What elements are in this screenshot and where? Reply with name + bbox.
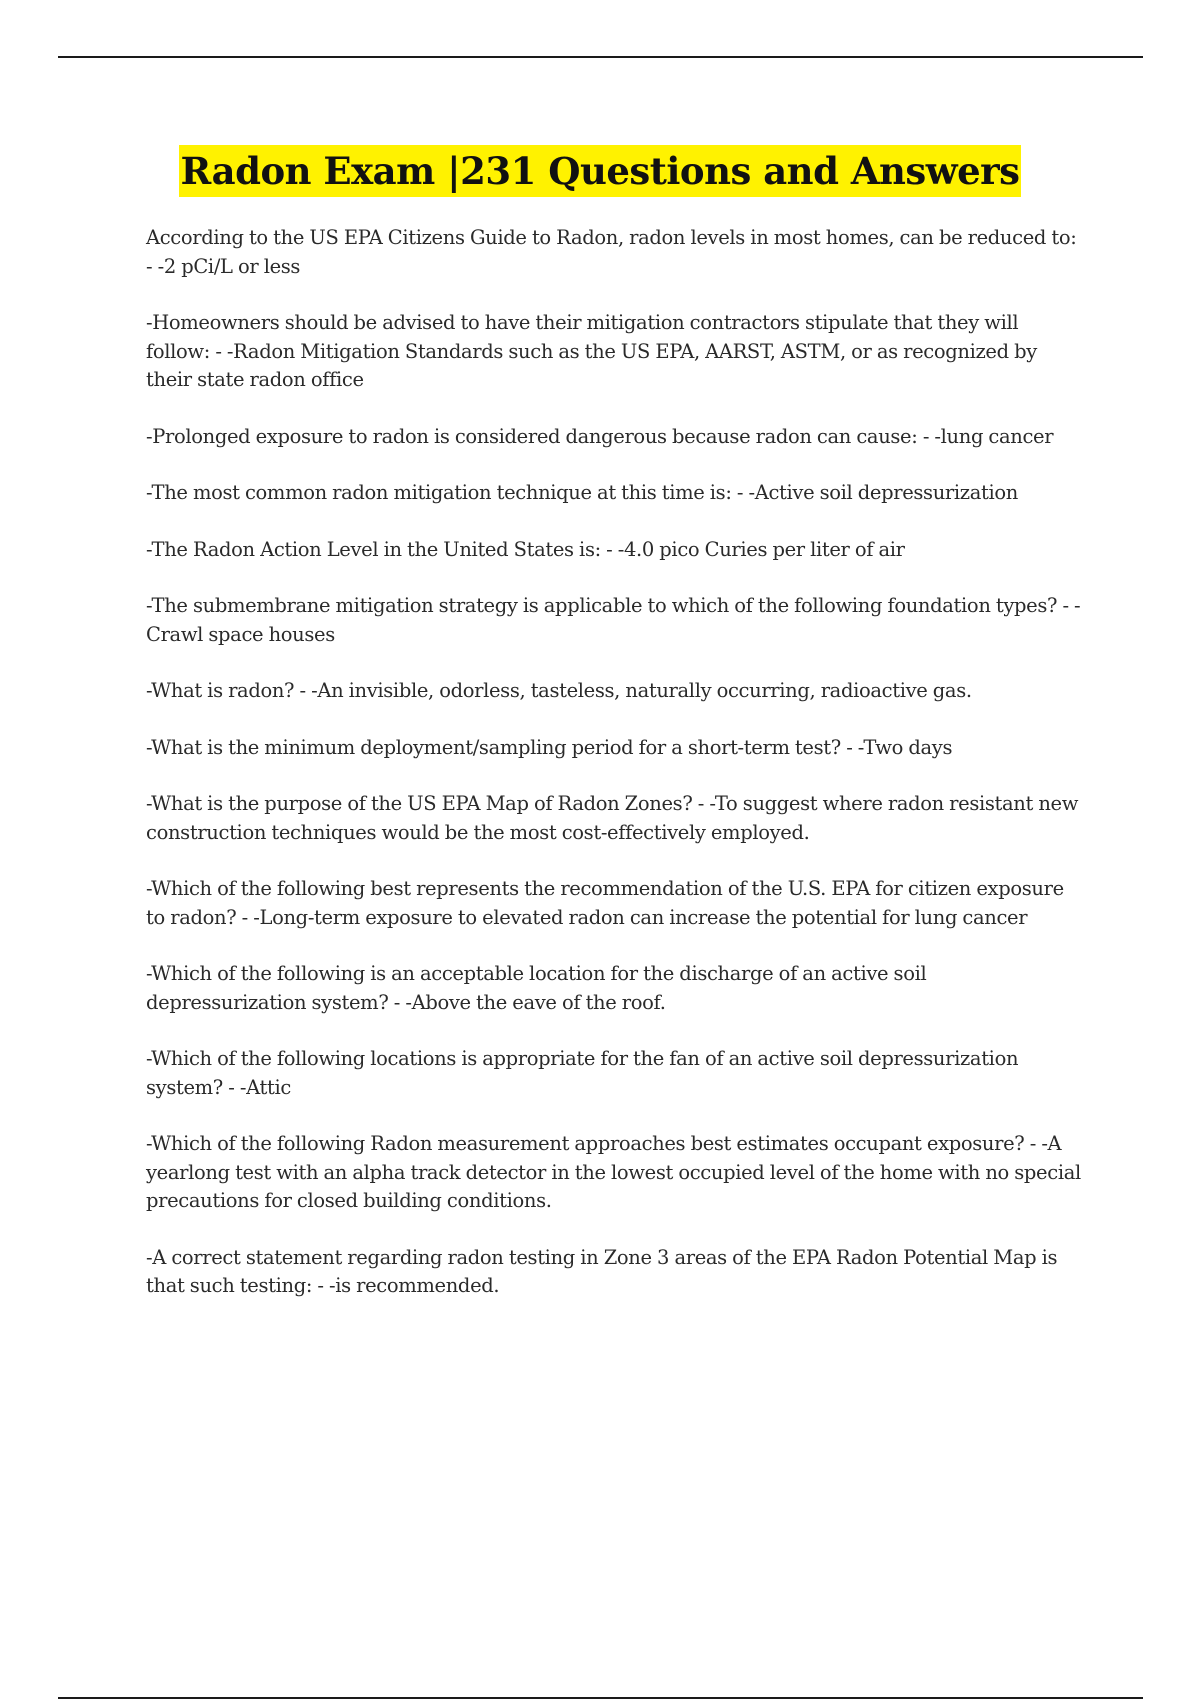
header-rule bbox=[58, 56, 1143, 58]
qa-list bbox=[146, 224, 1086, 1329]
qa-item: -A correct statement regarding radon testing in Zone 3 areas of the EPA Radon Potential Map is that such testing: - -is recommended. bbox=[146, 1245, 1058, 1297]
qa-item: -The submembrane mitigation strategy is applicable to which of the following foundation types? - -Crawl space houses bbox=[146, 594, 1081, 646]
title-container bbox=[0, 145, 1200, 197]
qa-item: -The most common radon mitigation technique at this time is: - -Active soil depressurization bbox=[146, 481, 1018, 504]
qa-item: -Which of the following Radon measurement approaches best estimates occupant exposure? - -A yearlong test with an alpha track detector in the lowest occupied level of the home with no special precautions for closed building conditions. bbox=[146, 1132, 1081, 1212]
qa-item: -Homeowners should be advised to have their mitigation contractors stipulate that they will follow: - -Radon Mitigation Standards such as the US EPA, AARST, ASTM, or as recognized by their state radon office bbox=[146, 311, 1037, 391]
qa-item: -What is the minimum deployment/sampling period for a short-term test? - -Two days bbox=[146, 735, 953, 759]
qa-item: -Which of the following locations is appropriate for the fan of an active soil depressurization system? - -Attic bbox=[146, 1047, 1019, 1099]
qa-item: -Which of the following is an acceptable location for the discharge of an active soil depressurization system? - -Above the eave of the roof. bbox=[146, 962, 927, 1014]
qa-item: -What is the purpose of the US EPA Map of Radon Zones? - -To suggest where radon resistant new construction techniques would be the most cost-effectively employed. bbox=[146, 792, 1079, 844]
qa-item: -Prolonged exposure to radon is considered dangerous because radon can cause: - -lung cancer bbox=[146, 424, 1054, 448]
document-title: Radon Exam |231 Questions and Answers bbox=[179, 145, 1022, 197]
qa-item: -What is radon? - -An invisible, odorless, tasteless, naturally occurring, radioactive gas. bbox=[146, 679, 972, 702]
qa-item: -The Radon Action Level in the United States is: - -4.0 pico Curies per liter of air bbox=[146, 537, 905, 561]
qa-item: According to the US EPA Citizens Guide to Radon, radon levels in most homes, can be reduced to: - -2 pCi/L or less bbox=[146, 226, 1077, 278]
qa-item: -Which of the following best represents the recommendation of the U.S. EPA for citizen exposure to radon? - -Long-term exposure to elevated radon can increase the potential for lung cancer bbox=[146, 877, 1064, 929]
footer-rule bbox=[58, 1697, 1143, 1699]
